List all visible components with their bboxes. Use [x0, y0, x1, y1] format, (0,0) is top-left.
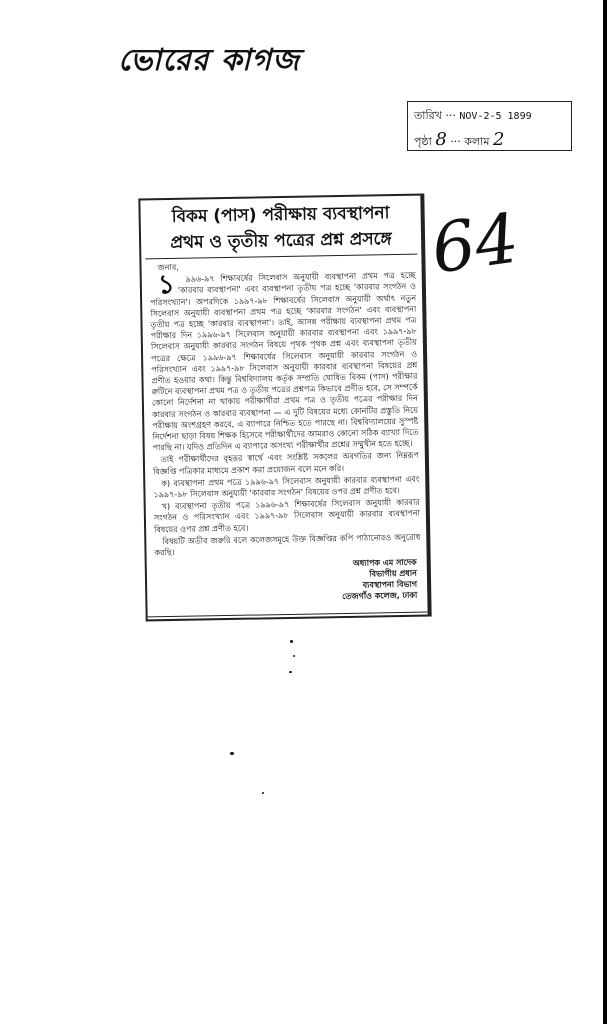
signature-department: ব্যবস্থাপনা বিভাগ: [362, 580, 418, 590]
scan-speck: [230, 752, 234, 755]
paragraph-4: খ) ব্যবস্থাপনা তৃতীয় পত্রে ১৯৯৬-৯৭ শিক্ষাবর্ষের সিলেবাস অনুযায়ী কারবার সংগঠন ও পরিসংখ্যান এবং ১৯৯৭-৯৮ সিলেবাস অনুযায়ী কারবার ব্যবস্থাপনা বিষয়ের ওপর প্রশ্ন প্রণীত হবে।: [153, 497, 420, 534]
stamp-date-row: তারিখ ··· NOV-2-5 1899: [414, 109, 532, 122]
salutation: জনাব,: [157, 262, 179, 273]
scan-edge-border: [603, 0, 607, 1024]
signature-name: অধ্যাপক এম সাদেক: [352, 558, 417, 569]
signature-block: [147, 555, 428, 606]
paragraph-2: তাই পরীক্ষার্থীদের বৃহত্তর স্বার্থে এবং সংশ্লিষ্ট সকলের অবগতির জন্য নিম্নরূপ বিজ্ঞপ্তি পত্রিকার মাধ্যমে প্রকাশ করা প্রয়োজন বলে মনে করি।: [153, 451, 419, 476]
stamp-page-value: 8: [435, 129, 447, 150]
scan-speck: [262, 792, 264, 794]
scan-speck: [293, 655, 295, 657]
paragraph-3: ক) ব্যবস্থাপনা প্রথম পত্রে ১৯৯৬-৯৭ সিলেবাস অনুযায়ী কারবার ব্যবস্থাপনা এবং ১৯৯৭-৯৮ সিলেবাস অনুযায়ী 'কারবার সংগঠন' বিষয়ের ওপর প্রশ্ন প্রণীত হবে।: [153, 474, 420, 500]
stamp-date-label: তারিখ: [414, 109, 442, 122]
paragraph-1: [150, 270, 419, 454]
stamp-page-label: পৃষ্ঠা: [414, 135, 432, 148]
signature-title: বিভাগীয় প্রধান: [369, 569, 417, 579]
scan-speck: [290, 640, 293, 643]
stamp-column-value: 2: [492, 129, 505, 150]
drop-cap: ১: [157, 270, 175, 301]
stamp-page-row: পৃষ্ঠা 8 ··· কলাম 2: [414, 129, 505, 150]
stamp-column-label: কলাম: [464, 135, 490, 148]
newspaper-name: ভোরের কাগজ: [118, 43, 300, 78]
handwritten-page-number: 64: [426, 199, 524, 290]
clipping-body: [141, 255, 426, 559]
headline-line-2: প্রথম ও তৃতীয় পত্রের প্রশ্ন প্রসঙ্গে: [170, 229, 392, 253]
clipping-headline: [144, 200, 417, 260]
newspaper-clipping: [138, 194, 431, 622]
paragraph-1-text: ৯৯৬-৯৭ শিক্ষাবর্ষের সিলেবাস অনুযায়ী ব্যবস্থাপনা প্রথম পত্র হচ্ছে 'কারবার ব্যবস্থাপনা' এবং ব্যবস্থাপনা তৃতীয় পত্র হচ্ছে 'কারবার সংগঠন ও পরিসংখ্যান'। অপরদিকে ১৯৯৭-৯৮ শিক্ষাবর্ষের সিলেবাস অনুযায়ী অর্থাৎ নতুন সিলেবাস অনুযায়ী ব্যবস্থাপনা প্রথম পত্র হচ্ছে 'কারবার সংগঠন' এবং ব্যবস্থাপনা তৃতীয় পত্র হচ্ছে 'কারবার ব্যবস্থাপনা'। তাই, আসন্ন পরীক্ষায় ব্যবস্থাপনা প্রথম পত্র পরীক্ষার দিন ১৯৯৬-৯৭ সিলেবাস অনুযায়ী কারবার ব্যবস্থাপনা এবং ১৯৯৭-৯৮ সিলেবাস অনুযায়ী কারবার সংগঠন বিষয়ে পৃথক পৃথক প্রশ্ন এবং ব্যবস্থাপনা তৃতীয় পত্রের ক্ষেত্রে ১৯৯৬-৯৭ শিক্ষাবর্ষের সিলেবাস অনুযায়ী কারবার সংগঠন ও পরিসংখ্যান এবং ১৯৯৭-৯৮ সিলেবাস অনুযায়ী কারবার ব্যবস্থাপনা বিষয়ের প্রশ্ন প্রণীত হওয়ার কথা। কিন্তু বিশ্ববিদ্যালয় কর্তৃক সম্প্রতি ঘোষিত বিকম (পাস) পরীক্ষার রুটিনে ব্যবস্থাপনা প্রথম পত্র ও তৃতীয় পত্রের প্রশ্নপত্র কিভাবে প্রণীত হবে, সে সম্পর্কে কোনো নির্দেশনা না থাকায় পরীক্ষার্থীরা প্রথম পত্র ও তৃতীয় পত্রের পরীক্ষার দিন কারবার সংগঠন ও কারবার ব্যবস্থাপনা — এ দুটি বিষয়ের মধ্যে কোনটির প্রস্তুতি নিয়ে পরীক্ষায় অংশগ্রহণ করবে, এ ব্যাপারে নিশ্চিত হতে পারছে না। বিশ্ববিদ্যালয়ের সুস্পষ্ট নির্দেশনা ছাড়া বিষয় শিক্ষক হিসেবে পরীক্ষার্থীদের আমরাও কোনো সঠিক ব্যাখ্যা দিতে পারছি না। যদিও প্রতিদিন এ ব্যাপারে অসংখ্য পরীক্ষার্থীর প্রশ্নের সম্মুখীন হতে হচ্ছে।: [150, 270, 419, 453]
headline-line-1: বিকম (পাস) পরীক্ষায় ব্যবস্থাপনা: [171, 203, 390, 227]
stamp-date-value: NOV-2-5 1899: [459, 111, 532, 122]
clipping-bottom-rule: [148, 612, 428, 618]
paragraph-5: বিষয়টি অতীব জরুরি বলে কলেজসমূহে উক্ত বিজ্ঞপ্তির কপি পাঠানোরও অনুরোধ করছি।: [154, 532, 421, 558]
scan-speck: [289, 671, 292, 673]
signature-institution: তেজগাঁও কলেজ, ঢাকা: [342, 591, 418, 602]
archive-stamp: [407, 101, 572, 151]
